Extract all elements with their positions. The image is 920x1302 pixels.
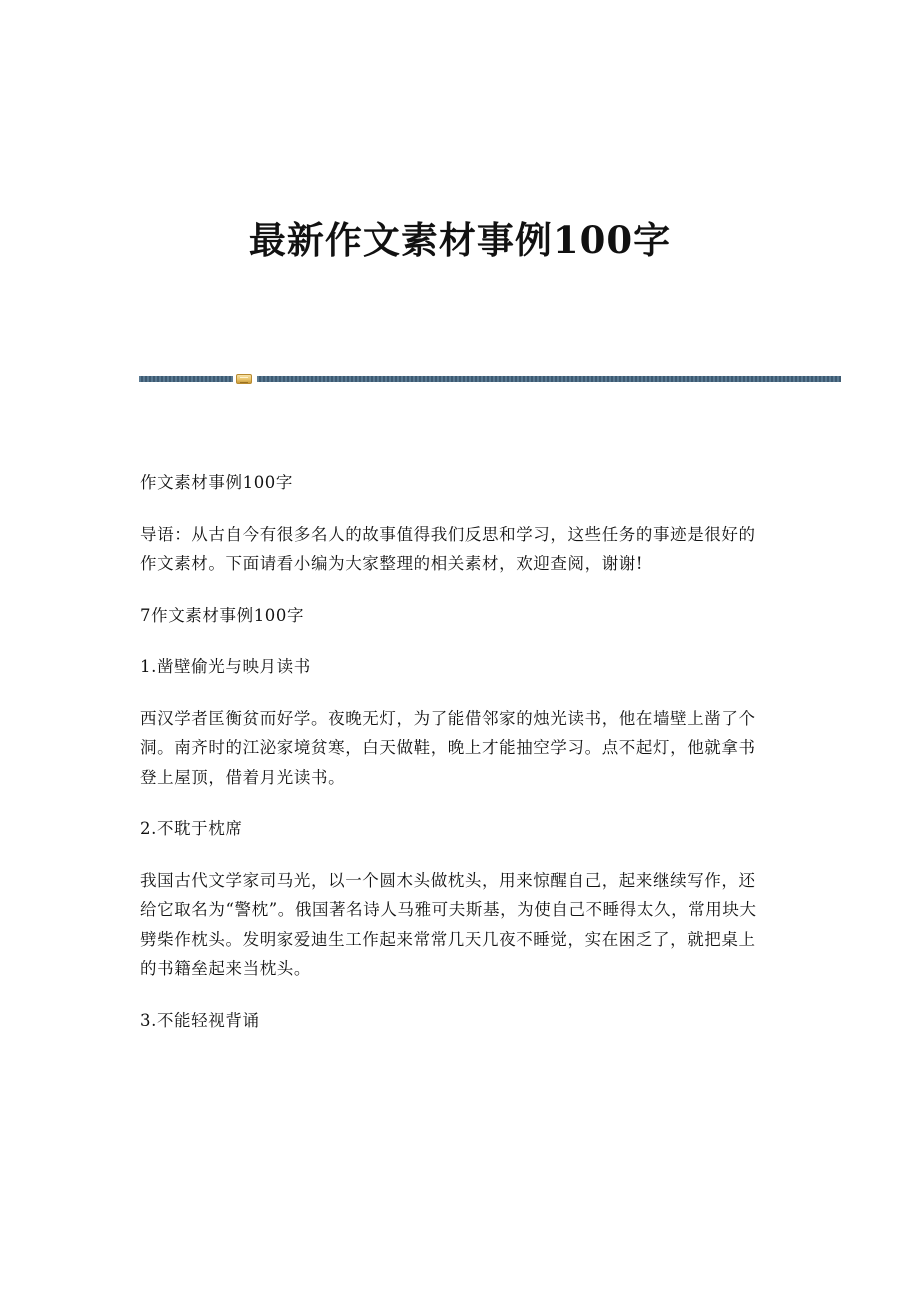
subtitle: 作文素材事例100字 <box>140 473 293 492</box>
divider-bar-right <box>257 376 841 382</box>
document-body <box>140 468 772 1057</box>
story-paragraph-2: 我国古代文学家司马光，以一个圆木头做枕头，用来惊醒自己，起来继续写作，还给它取名为“警枕”。俄国著名诗人马雅可夫斯基，为使自己不睡得太久，常用块大劈柴作枕头。发明家爱迪生工作起来常常几天几夜不睡觉，实在困乏了，就把桌上的书籍垒起来当枕头。 <box>140 870 757 978</box>
page-title: 最新作文素材事例100字 <box>248 218 672 262</box>
divider-bar-left <box>139 376 233 382</box>
section-heading: 7作文素材事例100字 <box>140 605 305 625</box>
intro-paragraph: 导语：从古自今有很多名人的故事值得我们反思和学习，这些任务的事迹是很好的作文素材。下面请看小编为大家整理的相关素材，欢迎查阅，谢谢! <box>140 524 756 573</box>
story-heading-2: 2.不耽于枕席 <box>140 819 243 838</box>
story-heading-3: 3.不能轻视背诵 <box>140 1010 260 1030</box>
divider-emblem-icon <box>236 374 252 384</box>
story-heading-1: 1.凿壁偷光与映月读书 <box>140 657 311 676</box>
story-paragraph-1: 西汉学者匡衡贫而好学。夜晚无灯，为了能借邻家的烛光读书，他在墙壁上凿了个洞。南齐时的江泌家境贫寒，白天做鞋，晚上才能抽空学习。点不起灯，他就拿书登上屋顶，借着月光读书。 <box>140 708 756 787</box>
title-divider <box>139 374 841 384</box>
